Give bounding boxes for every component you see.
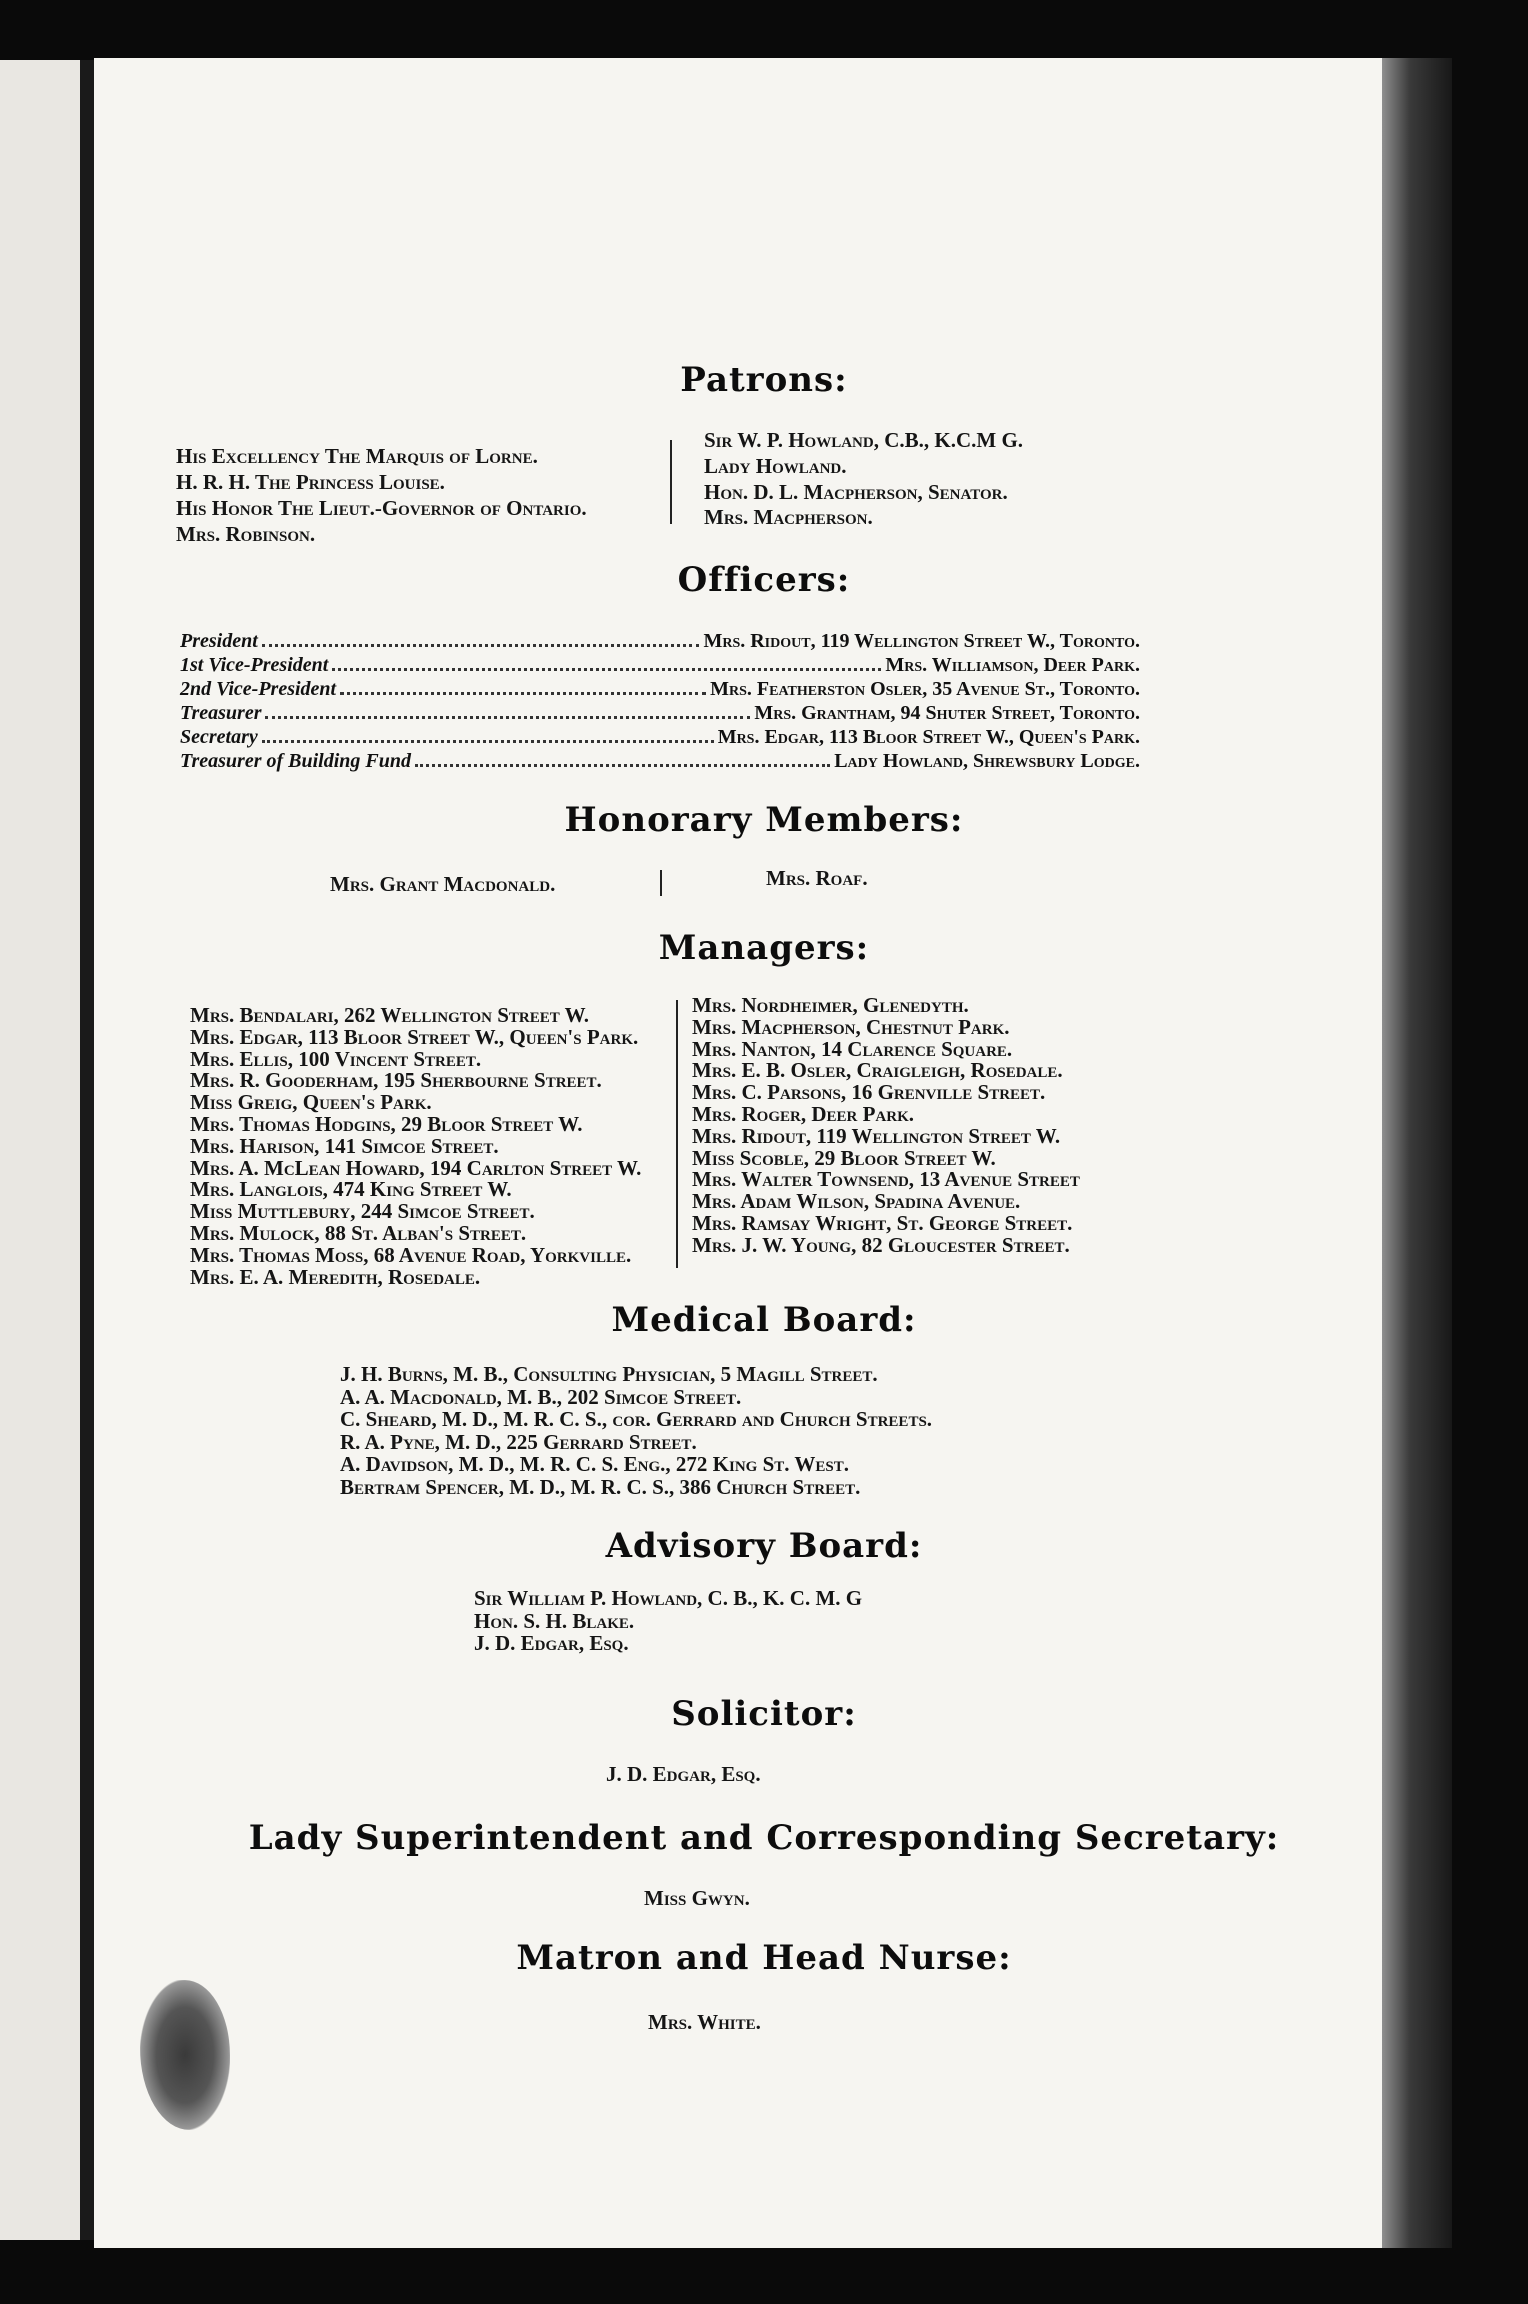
officer-role: Treasurer xyxy=(180,702,262,724)
manager-list-item: Mrs. Walter Townsend, 13 Avenue Street xyxy=(692,1167,1080,1192)
patron-left-3: His Honor The Lieut.-Governor of Ontario. xyxy=(176,496,587,520)
manager-list-item: Mrs. J. W. Young, 82 Gloucester Street. xyxy=(692,1232,1070,1257)
manager-list-item: Mrs. Ramsay Wright, St. George Street. xyxy=(692,1211,1073,1235)
leader-dots xyxy=(262,726,714,743)
officer-row xyxy=(180,654,1140,677)
manager-list-item: Mrs. Thomas Hodgins, 29 Bloor Street W. xyxy=(190,1112,583,1136)
manager-list-item: Mrs. Nordheimer, Glenedyth. xyxy=(692,993,969,1017)
medical-board-member: A. Davidson, M. D., M. R. C. S. Eng., 272 King St. West. xyxy=(340,1452,849,1476)
officer-row xyxy=(180,630,1140,653)
officer-role: 1st Vice-President xyxy=(180,654,329,676)
manager-list-item: Mrs. R. Gooderham, 195 Sherbourne Street. xyxy=(190,1068,602,1093)
officer-row xyxy=(180,750,1140,773)
patron-right-1: Sir W. P. Howland, C.B., K.C.M G. xyxy=(704,428,1024,452)
manager-list-item: Mrs. A. McLean Howard, 194 Carlton Street W. xyxy=(190,1155,642,1180)
medical-heading: Medical Board: xyxy=(611,1300,917,1340)
patron-left-1: His Excellency The Marquis of Lorne. xyxy=(176,444,538,468)
officer-name: Mrs. Grantham, 94 Shuter Street, Toronto. xyxy=(754,702,1140,724)
advisory-board-member: Hon. S. H. Blake. xyxy=(474,1608,635,1633)
officer-role: Treasurer of Building Fund xyxy=(180,750,411,772)
manager-list-item: Mrs. Mulock, 88 St. Alban's Street. xyxy=(190,1221,527,1245)
medical-board-member: J. H. Burns, M. B., Consulting Physician, 5 Magill Street. xyxy=(340,1362,878,1386)
patron-right-4: Mrs. Macpherson. xyxy=(704,505,873,529)
advisory-board-member: Sir William P. Howland, C. B., K. C. M. G xyxy=(474,1586,863,1610)
medical-board-member: A. A. Macdonald, M. B., 202 Simcoe Street. xyxy=(340,1384,742,1409)
solicitor-heading: Solicitor: xyxy=(671,1694,857,1734)
superintendent-name: Miss Gwyn. xyxy=(644,1886,750,1910)
matron-name: Mrs. White. xyxy=(648,2010,761,2034)
leader-dots xyxy=(415,750,830,767)
superintendent-heading: Lady Superintendent and Corresponding Secretary: xyxy=(248,1818,1280,1858)
patron-right-3: Hon. D. L. Macpherson, Senator. xyxy=(704,480,1008,504)
patron-right-2: Lady Howland. xyxy=(704,454,847,478)
advisory-heading: Advisory Board: xyxy=(605,1526,923,1566)
managers-heading: Managers: xyxy=(658,928,870,968)
honorary-heading: Honorary Members: xyxy=(564,800,964,840)
leader-dots xyxy=(332,654,881,671)
medical-board-member: C. Sheard, M. D., M. R. C. S., cor. Gerrard and Church Streets. xyxy=(340,1407,933,1431)
advisory-board-member: J. D. Edgar, Esq. xyxy=(474,1631,629,1655)
manager-list-item: Mrs. Thomas Moss, 68 Avenue Road, Yorkville. xyxy=(190,1242,632,1267)
manager-list-item: Miss Greig, Queen's Park. xyxy=(190,1090,432,1115)
officer-row xyxy=(180,678,1140,701)
officer-name: Mrs. Ridout, 119 Wellington Street W., Toronto. xyxy=(703,630,1140,652)
officer-name: Mrs. Williamson, Deer Park. xyxy=(885,654,1140,676)
manager-list-item: Mrs. Ellis, 100 Vincent Street. xyxy=(190,1046,482,1071)
officer-role: 2nd Vice-President xyxy=(180,678,337,700)
manager-list-item: Mrs. E. B. Osler, Craigleigh, Rosedale. xyxy=(692,1058,1063,1083)
manager-list-item: Miss Scoble, 29 Bloor Street W. xyxy=(692,1145,996,1170)
manager-list-item: Mrs. Harison, 141 Simcoe Street. xyxy=(190,1133,499,1158)
officer-name: Mrs. Featherston Osler, 35 Avenue St., Toronto. xyxy=(710,678,1140,700)
officer-role: President xyxy=(180,630,258,652)
manager-list-item: Mrs. Langlois, 474 King Street W. xyxy=(190,1177,512,1202)
patrons-divider xyxy=(670,440,672,524)
leader-dots xyxy=(262,630,700,647)
officer-row xyxy=(180,702,1140,725)
manager-list-item: Mrs. Roger, Deer Park. xyxy=(692,1102,915,1126)
patrons-heading: Patrons: xyxy=(680,360,848,400)
officer-name: Mrs. Edgar, 113 Bloor Street W., Queen's Park. xyxy=(717,726,1140,748)
manager-list-item: Mrs. C. Parsons, 16 Grenville Street. xyxy=(692,1080,1046,1105)
honorary-left: Mrs. Grant Macdonald. xyxy=(330,872,556,896)
officers-heading: Officers: xyxy=(677,560,851,600)
honorary-right: Mrs. Roaf. xyxy=(766,866,868,890)
matron-heading: Matron and Head Nurse: xyxy=(516,1938,1012,1978)
managers-divider xyxy=(676,1000,678,1268)
manager-list-item: Mrs. Adam Wilson, Spadina Avenue. xyxy=(692,1189,1021,1214)
leader-dots xyxy=(265,702,750,719)
patron-left-4: Mrs. Robinson. xyxy=(176,522,316,546)
manager-list-item: Mrs. Edgar, 113 Bloor Street W., Queen's Park. xyxy=(190,1024,639,1049)
medical-board-member: Bertram Spencer, M. D., M. R. C. S., 386 Church Street. xyxy=(340,1474,861,1499)
manager-list-item: Miss Muttlebury, 244 Simcoe Street. xyxy=(190,1199,535,1224)
manager-list-item: Mrs. E. A. Meredith, Rosedale. xyxy=(190,1264,481,1289)
manager-list-item: Mrs. Macpherson, Chestnut Park. xyxy=(692,1014,1010,1039)
solicitor-name: J. D. Edgar, Esq. xyxy=(606,1762,761,1786)
officer-row xyxy=(180,726,1140,749)
medical-board-member: R. A. Pyne, M. D., 225 Gerrard Street. xyxy=(340,1429,697,1454)
manager-list-item: Mrs. Ridout, 119 Wellington Street W. xyxy=(692,1123,1061,1148)
officer-name: Lady Howland, Shrewsbury Lodge. xyxy=(834,750,1140,772)
manager-list-item: Mrs. Bendalari, 262 Wellington Street W. xyxy=(190,1003,589,1027)
officer-role: Secretary xyxy=(180,726,258,748)
leader-dots xyxy=(340,678,706,695)
patron-left-2: H. R. H. The Princess Louise. xyxy=(176,470,445,494)
manager-list-item: Mrs. Nanton, 14 Clarence Square. xyxy=(692,1036,1013,1061)
honorary-divider xyxy=(660,870,662,896)
